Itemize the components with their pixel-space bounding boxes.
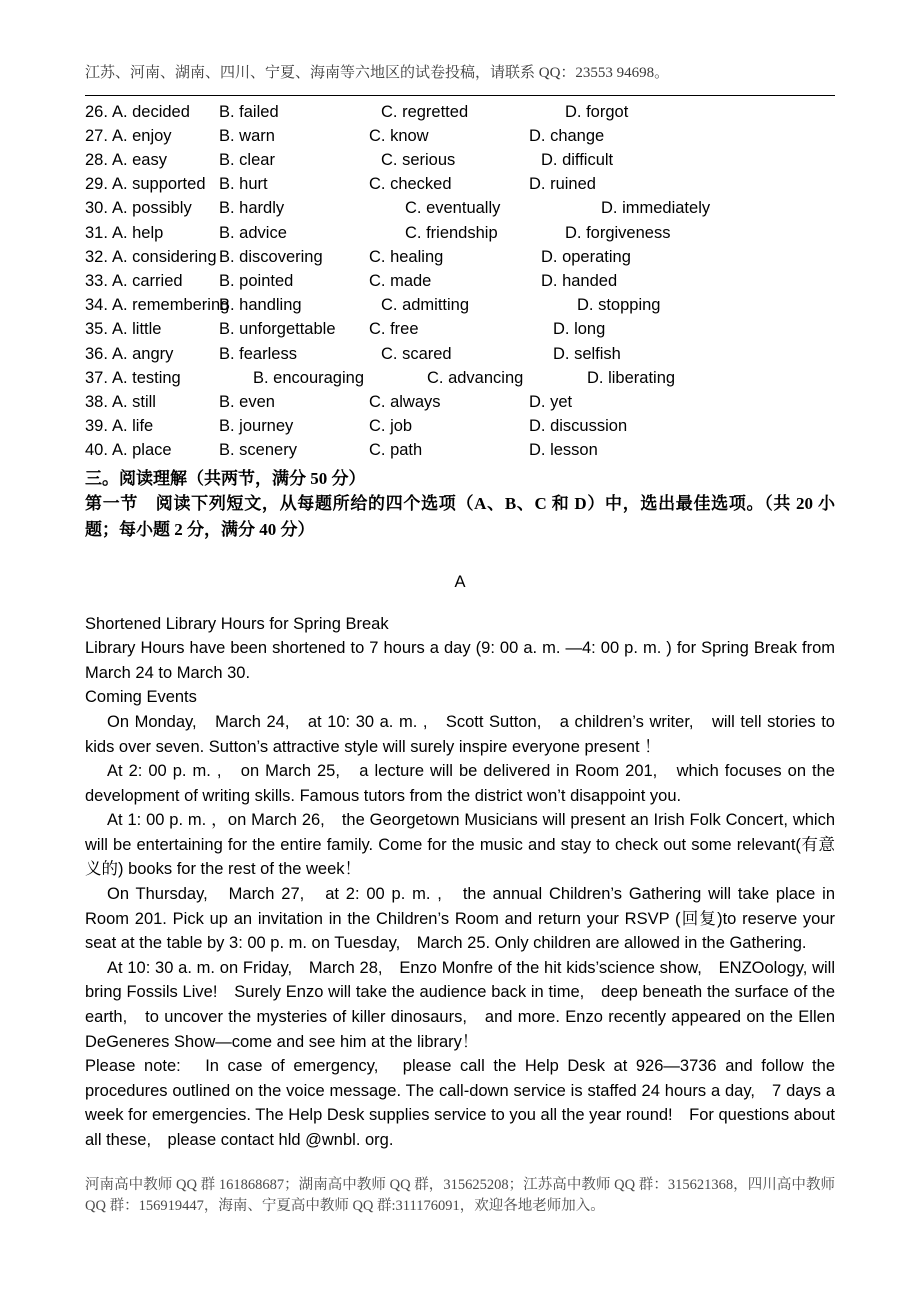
cloze-option-a: 31. A. help	[85, 223, 164, 242]
cloze-option-d: D. ruined	[529, 175, 596, 194]
cloze-option-a: 35. A. little	[85, 320, 162, 339]
passage-paragraph: At 10: 30 a. m. on Friday, March 28, Enzo Monfre of the hit kids’science show, ENZOology, will bring Fossils Live! Surely Enzo will take the audience back in time, deep beneath the surface of the earth, to uncover the mysteries of killer dinosaurs, and more. Enzo recently appeared on the Ellen DeGeneres Show—come and see him at the library！	[85, 958, 835, 1051]
cloze-option-row	[85, 148, 835, 172]
cloze-choice-a-label: A. help	[111, 223, 164, 242]
cloze-option-a: 39. A. life	[85, 417, 154, 436]
cloze-option-a: 33. A. carried	[85, 271, 183, 290]
passage-paragraph: At 2: 00 p. m. , on March 25, a lecture will be delivered in Room 201, which focuses on the development of writing skills. Famous tutors from the district won’t disappoint you.	[85, 762, 835, 805]
cloze-option-b: B. journey	[219, 417, 294, 436]
cloze-choice-a-label: A. testing	[111, 368, 181, 387]
cloze-option-c: C. path	[369, 441, 423, 460]
cloze-option-d: D. lesson	[529, 441, 598, 460]
cloze-option-b: B. encouraging	[253, 368, 364, 387]
cloze-option-d: D. stopping	[577, 296, 661, 315]
cloze-option-b: B. clear	[219, 150, 275, 169]
cloze-option-row	[85, 124, 835, 148]
cloze-option-row	[85, 342, 835, 366]
cloze-option-row	[85, 245, 835, 269]
cloze-option-c: C. eventually	[405, 199, 501, 218]
cloze-choice-a-label: A. little	[111, 320, 162, 339]
cloze-option-row	[85, 100, 835, 124]
cloze-option-a: 29. A. supported	[85, 175, 206, 194]
passage-paragraph: At 1: 00 p. m. ，on March 26, the Georgetown Musicians will present an Irish Folk Concert, which will be entertaining for the entire family. Come for the music and stay to check out some relevant(有意义的) books for the rest of the week！	[85, 811, 835, 879]
cloze-choice-a-label: A. carried	[111, 271, 183, 290]
cloze-option-d: D. change	[529, 126, 605, 145]
cloze-option-d: D. difficult	[541, 150, 614, 169]
cloze-choice-a-label: A. decided	[111, 102, 190, 121]
cloze-option-row	[85, 293, 835, 317]
cloze-option-c: C. healing	[369, 247, 444, 266]
cloze-option-d: D. handed	[541, 271, 618, 290]
cloze-option-b: B. advice	[219, 223, 287, 242]
cloze-option-a: 26. A. decided	[85, 102, 190, 121]
cloze-option-c: C. made	[369, 271, 432, 290]
passage-paragraph: Please note: In case of emergency, please call the Help Desk at 926—3736 and follow the procedures outlined on the voice message. The call-down service is staffed 24 hours a day, 7 days a week for emergencies. The Help Desk supplies service to you all the year round! For questions about all these, please contact hld @wnbl. org.	[85, 1057, 835, 1150]
cloze-option-c: C. free	[369, 320, 419, 339]
cloze-option-c: C. admitting	[381, 296, 470, 315]
cloze-option-d: D. discussion	[529, 417, 628, 436]
cloze-option-a: 32. A. considering	[85, 247, 217, 266]
passage-paragraph: On Thursday, March 27, at 2: 00 p. m. , the annual Children’s Gathering will take place in Room 201. Pick up an invitation in the Children’s Room and return your RSVP (回复)to reserve your seat at the table by 3: 00 p. m. on Tuesday, March 25. Only children are allowed in the Gathering.	[85, 885, 835, 953]
cloze-option-d: D. forgot	[565, 102, 629, 121]
cloze-option-a: 37. A. testing	[85, 368, 181, 387]
cloze-option-c: C. job	[369, 417, 413, 436]
cloze-choice-a-label: A. possibly	[111, 199, 192, 218]
cloze-option-d: D. long	[553, 320, 606, 339]
passage-intro: Library Hours have been shortened to 7 hours a day (9: 00 a. m. —4: 00 p. m. ) for Spring Break from March 24 to March 30.	[85, 639, 835, 682]
cloze-choice-a-label: A. life	[111, 417, 154, 436]
cloze-option-row	[85, 221, 835, 245]
cloze-option-c: C. know	[369, 126, 429, 145]
cloze-option-c: C. always	[369, 392, 441, 411]
passage-paragraph: On Monday, March 24, at 10: 30 a. m. , Scott Sutton, a children’s writer, will tell stories to kids over seven. Sutton’s attractive style will surely inspire everyone present ！	[85, 712, 835, 756]
cloze-option-a: 38. A. still	[85, 392, 156, 411]
cloze-choice-a-label: A. supported	[111, 175, 206, 194]
cloze-option-d: D. operating	[541, 247, 631, 266]
cloze-option-a: 27. A. enjoy	[85, 126, 172, 145]
cloze-option-b: B. discovering	[219, 247, 323, 266]
cloze-option-row	[85, 366, 835, 390]
cloze-choice-a-label: A. angry	[111, 344, 174, 363]
coming-events-heading: Coming Events	[85, 688, 197, 707]
cloze-options-list	[85, 100, 835, 463]
cloze-option-row	[85, 414, 835, 438]
cloze-option-b: B. even	[219, 392, 275, 411]
cloze-option-d: D. forgiveness	[565, 223, 671, 242]
cloze-choice-a-label: A. place	[111, 441, 172, 460]
cloze-choice-a-label: A. remembering	[111, 296, 230, 315]
cloze-option-row	[85, 317, 835, 341]
header-divider	[85, 95, 835, 96]
page-content	[85, 0, 835, 1217]
cloze-option-b: B. handling	[219, 296, 302, 315]
cloze-option-a: 40. A. place	[85, 441, 172, 460]
cloze-option-b: B. warn	[219, 126, 275, 145]
cloze-option-c: C. serious	[381, 150, 456, 169]
cloze-option-a: 30. A. possibly	[85, 199, 192, 218]
section-subheading-part-one: 第一节 阅读下列短文，从每题所给的四个选项（A、B、C 和 D）中，选出最佳选项。（共 20 小题；每小题 2 分，满分 40 分）	[85, 493, 835, 539]
cloze-option-b: B. failed	[219, 102, 279, 121]
cloze-choice-a-label: A. enjoy	[111, 126, 172, 145]
cloze-option-d: D. liberating	[587, 368, 676, 387]
cloze-option-b: B. unforgettable	[219, 320, 336, 339]
cloze-option-a: 36. A. angry	[85, 344, 174, 363]
cloze-option-c: C. checked	[369, 175, 452, 194]
section-heading-reading: 三。阅读理解（共两节，满分 50 分）	[85, 468, 366, 488]
cloze-option-b: B. hurt	[219, 175, 268, 194]
cloze-option-b: B. hardly	[219, 199, 285, 218]
cloze-option-a: 28. A. easy	[85, 150, 167, 169]
cloze-option-c: C. friendship	[405, 223, 498, 242]
cloze-choice-a-label: A. still	[111, 392, 156, 411]
cloze-option-row	[85, 269, 835, 293]
cloze-option-c: C. regretted	[381, 102, 469, 121]
passage-letter-a: A	[454, 572, 466, 591]
cloze-choice-a-label: A. easy	[111, 150, 167, 169]
cloze-option-c: C. scared	[381, 344, 452, 363]
cloze-option-a: 34. A. remembering	[85, 296, 230, 315]
cloze-option-d: D. yet	[529, 392, 573, 411]
cloze-option-row	[85, 390, 835, 414]
cloze-option-row	[85, 438, 835, 462]
cloze-option-d: D. immediately	[601, 199, 711, 218]
cloze-option-b: B. scenery	[219, 441, 297, 460]
cloze-option-b: B. pointed	[219, 271, 294, 290]
submission-notice: 江苏、河南、湖南、四川、宁夏、海南等六地区的试卷投稿，请联系 QQ：23553 94698。	[85, 65, 670, 81]
cloze-option-row	[85, 196, 835, 220]
cloze-option-b: B. fearless	[219, 344, 297, 363]
cloze-choice-a-label: A. considering	[111, 247, 217, 266]
cloze-option-c: C. advancing	[427, 368, 524, 387]
passage-title: Shortened Library Hours for Spring Break	[85, 614, 389, 633]
cloze-option-row	[85, 172, 835, 196]
passage-body	[85, 710, 835, 1153]
qq-groups-footer: 河南高中教师 QQ 群 161868687；湖南高中教师 QQ 群，315625208；江苏高中教师 QQ 群：315621368，四川高中教师 QQ 群：156919447，海南、宁夏高中教师 QQ 群:311176091，欢迎各地老师加入。	[85, 1176, 835, 1214]
cloze-option-d: D. selfish	[553, 344, 621, 363]
